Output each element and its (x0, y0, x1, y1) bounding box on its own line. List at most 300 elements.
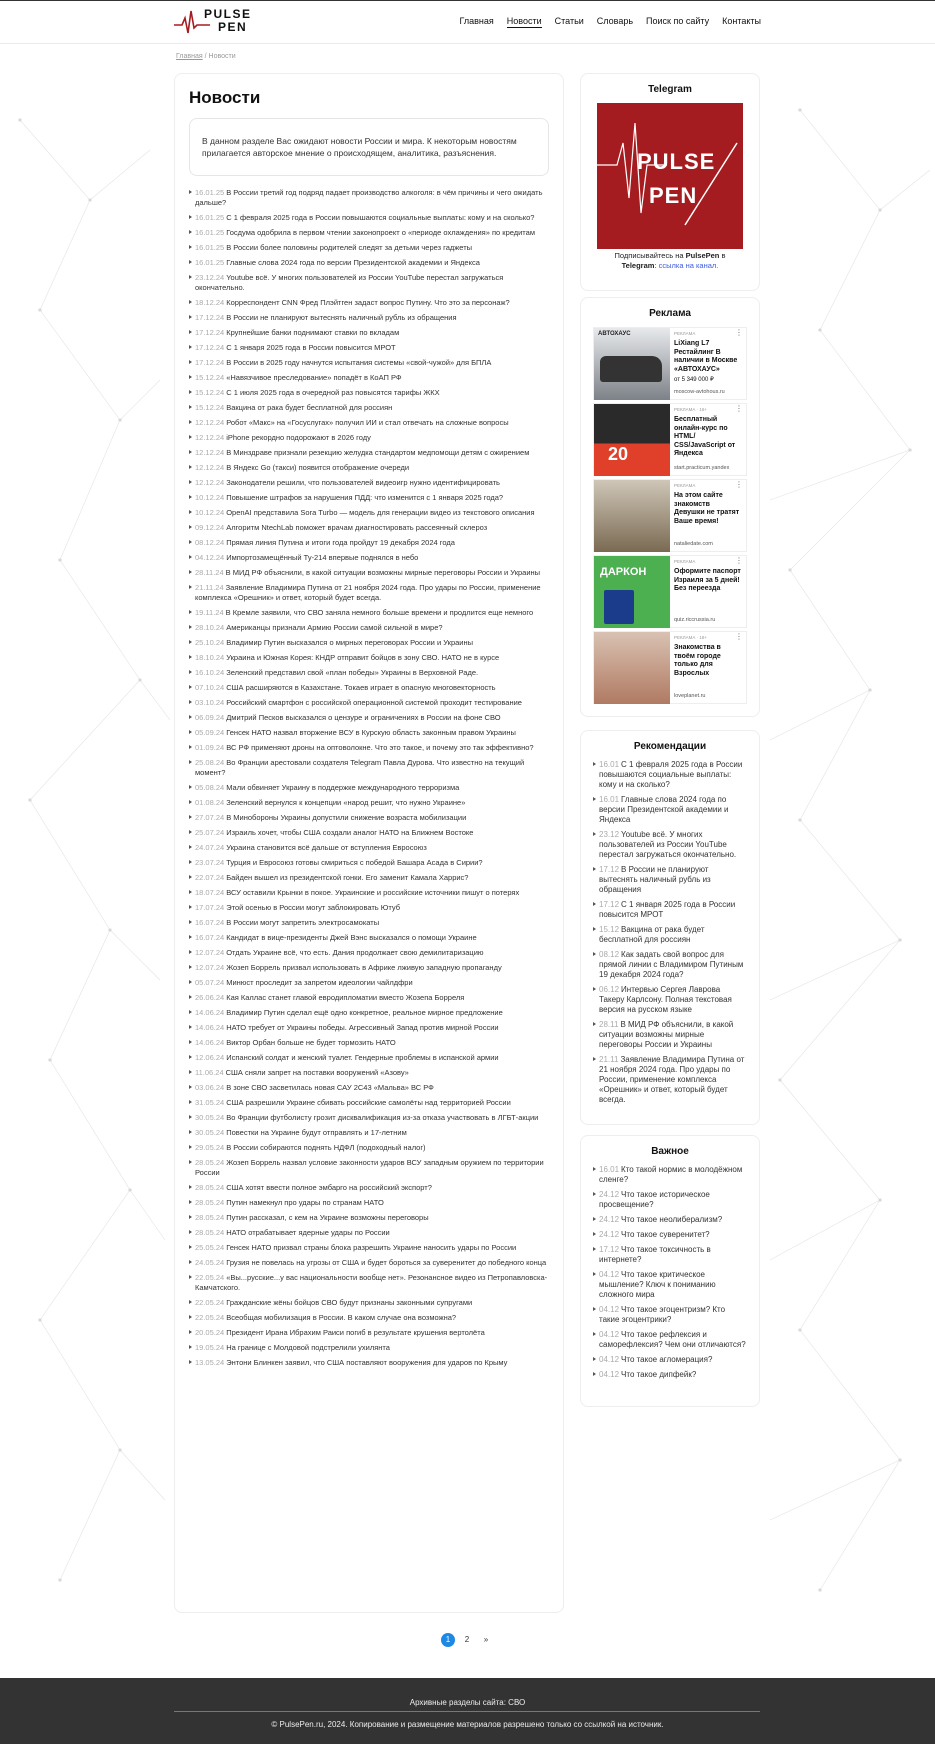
news-item-date: 14.06.24 (195, 1008, 225, 1017)
footer-divider (174, 1711, 760, 1712)
recommendation-item[interactable] (593, 985, 747, 1015)
news-item[interactable] (189, 1358, 549, 1368)
news-item-link[interactable]: С 1 февраля 2025 года в России повышаются социальные выплаты: кому и на сколько? (226, 213, 535, 222)
ad-card[interactable] (593, 403, 747, 476)
news-item[interactable] (189, 1343, 549, 1353)
news-item-link[interactable]: На границе с Молдовой подстрелили ухилянта (226, 1343, 390, 1352)
news-item-date: 19.11.24 (195, 608, 224, 617)
news-item-link[interactable]: Главные слова 2024 года по версии Президентской академии и Яндекса (226, 258, 480, 267)
recommendation-item[interactable] (593, 925, 747, 945)
ad-source: start.practicum.yandex (674, 465, 730, 471)
news-item-link[interactable]: Зеленский вернулся к концепции «народ решит, что нужно Украине» (226, 798, 466, 807)
news-item-link[interactable]: Турция и Евросоюз готовы смириться с победой Башара Асада в Сирии? (226, 858, 483, 867)
news-item[interactable] (189, 1023, 549, 1033)
news-item-link[interactable]: В зоне СВО засветилась новая САУ 2С43 «Мальва» ВС РФ (226, 1083, 434, 1092)
news-item-link[interactable]: Грузия не повелась на угрозы от США и будет бороться за суверенитет до победного конца (226, 1258, 547, 1267)
ad-menu-icon[interactable]: ⋮ (735, 328, 743, 337)
telegram-banner[interactable] (597, 103, 743, 249)
news-item-date: 12.12.24 (195, 433, 225, 442)
recommendation-item-link[interactable]: Интервью Сергея Лаврова Такеру Карлсону. Полная текстовая версия на русском языке (599, 985, 732, 1014)
ad-source: nataliedate.com (674, 541, 713, 547)
ad-title: Оформите паспорт Израиля за 5 дней! Без переезда (674, 568, 741, 592)
news-item-link[interactable]: США сняли запрет на поставки вооружений «Азову» (225, 1068, 409, 1077)
banner-pulse-icon (597, 103, 743, 249)
news-item[interactable] (189, 828, 549, 838)
news-item-link[interactable]: Всеобщая мобилизация в России. В каком случае она возможна? (226, 1313, 457, 1322)
telegram-title: Telegram (648, 84, 692, 95)
news-item[interactable] (189, 1228, 549, 1238)
nav-articles[interactable]: Статьи (554, 16, 584, 26)
news-item[interactable] (189, 228, 549, 238)
news-item[interactable] (189, 1143, 549, 1153)
news-item-link[interactable]: Испанский солдат и женский туалет. Гендерные проблемы в испанской армии (226, 1053, 499, 1062)
news-item-link[interactable]: Зеленский представил свой «план победы» Украины в Верховной Раде. (226, 668, 479, 677)
recommendation-item-link[interactable]: С 1 января 2025 года в России повысится МРОТ (599, 900, 736, 919)
recommendation-item-link[interactable]: В МИД РФ объяснили, в какой ситуации возможны мирные переговоры России и Украины (599, 1020, 734, 1049)
news-item-link[interactable]: В России не планируют вытеснять наличный рубль из обращения (226, 313, 457, 322)
recommendation-item-date: 06.12 (599, 985, 620, 994)
news-item[interactable] (189, 388, 549, 398)
news-item-link[interactable]: Путин рассказал, с кем на Украине возможны переговоры (226, 1213, 429, 1222)
ad-menu-icon[interactable]: ⋮ (735, 632, 743, 641)
ad-card[interactable] (593, 631, 747, 704)
ad-tag: РЕКЛАМА · 16+ (674, 407, 707, 412)
news-item[interactable] (189, 1183, 549, 1193)
news-item-link[interactable]: В России могут запретить электросамокаты (226, 918, 380, 927)
ad-image-passport (594, 556, 670, 628)
news-item-link[interactable]: Алгоритм NtechLab поможет врачам диагностировать рассеянный склероз (226, 523, 488, 532)
recommendation-item-date: 08.12 (599, 950, 620, 959)
news-item-link[interactable]: Путин намекнул про удары по странам НАТО (226, 1198, 384, 1207)
news-item[interactable] (189, 1198, 549, 1208)
news-item-date: 12.12.24 (195, 448, 225, 457)
breadcrumb-home[interactable]: Главная (176, 53, 203, 60)
news-item[interactable] (189, 1328, 549, 1338)
ad-card[interactable] (593, 479, 747, 552)
ad-tag: РЕКЛАМА (674, 483, 696, 488)
news-item-date: 06.09.24 (195, 713, 225, 722)
news-item-link[interactable]: «Вы...русские...у вас национальности вообще нет». Резонансное видео из Петропавловска-Камчатского. (195, 1273, 548, 1292)
nav-search[interactable]: Поиск по сайту (646, 16, 710, 26)
news-item[interactable] (189, 683, 549, 693)
news-item-link[interactable]: Американцы признали Армию России самой сильной в мире? (226, 623, 443, 632)
news-item[interactable] (189, 948, 549, 958)
news-item-date: 12.12.24 (195, 418, 225, 427)
news-item-link[interactable]: Повышение штрафов за нарушения ПДД: что изменится с 1 января 2025 года? (226, 493, 504, 502)
ad-menu-icon[interactable]: ⋮ (735, 480, 743, 489)
news-item-link[interactable]: НАТО отрабатывает ядерные удары по России (226, 1228, 390, 1237)
news-item-date: 22.05.24 (195, 1313, 225, 1322)
news-item-date: 11.06.24 (195, 1068, 224, 1077)
logo-text (204, 8, 252, 34)
news-item-link[interactable]: С 1 января 2025 года в России повысится МРОТ (226, 343, 396, 352)
important-item-link[interactable]: Что такое историческое просвещение? (599, 1190, 710, 1209)
important-item[interactable] (593, 1165, 747, 1185)
news-item[interactable] (189, 813, 549, 823)
news-item[interactable] (189, 888, 549, 898)
news-item-link[interactable]: Прямая линия Путина и итоги года пройдут 19 декабря 2024 года (226, 538, 455, 547)
important-item[interactable] (593, 1245, 747, 1265)
news-item[interactable] (189, 213, 549, 223)
news-item[interactable] (189, 1008, 549, 1018)
recommendations-list (593, 760, 747, 1105)
important-item[interactable] (593, 1215, 747, 1225)
important-item-link[interactable]: Что такое дипфейк? (621, 1370, 697, 1379)
important-item-link[interactable]: Что такое неолиберализм? (621, 1215, 723, 1224)
news-item-link[interactable]: Мали обвиняет Украину в поддержке международного терроризма (226, 783, 460, 792)
news-item[interactable] (189, 858, 549, 868)
news-item-date: 16.01.25 (195, 243, 225, 252)
important-item-link[interactable]: Что такое критическое мышление? Ключ к пониманию сложного мира (599, 1270, 716, 1299)
ads-title: Реклама (649, 308, 691, 319)
news-item[interactable] (189, 873, 549, 883)
news-item[interactable] (189, 373, 549, 383)
news-item-link[interactable]: НАТО требует от Украины победы. Агрессивный Запад против мирной России (226, 1023, 499, 1032)
news-item-link[interactable]: Импортозамещённый Ту-214 впервые поднялся в небо (226, 553, 419, 562)
news-item-date: 28.05.24 (195, 1198, 225, 1207)
news-item-link[interactable]: Отдать Украине всё, что есть. Дания продолжает свою демилитаризацию (226, 948, 484, 957)
news-item[interactable] (189, 608, 549, 618)
news-item-link[interactable]: Минюст проследит за запретом идеологии чайлдфри (226, 978, 413, 987)
caption-text: Подписывайтесь на (614, 251, 684, 260)
news-item[interactable] (189, 1113, 549, 1123)
news-item[interactable] (189, 1298, 549, 1308)
footer-archive[interactable]: Архивные разделы сайта: СВО (409, 1698, 526, 1707)
news-item[interactable] (189, 493, 549, 503)
news-item-date: 15.12.24 (195, 403, 225, 412)
news-item-date: 22.05.24 (195, 1273, 225, 1282)
recommendation-item[interactable] (593, 900, 747, 920)
recommendation-item-link[interactable]: В России не планируют вытеснять наличный рубль из обращения (599, 865, 711, 894)
news-item[interactable] (189, 418, 549, 428)
news-item[interactable] (189, 553, 549, 563)
news-item-link[interactable]: С 1 июля 2025 года в очередной раз повысятся тарифы ЖКХ (226, 388, 440, 397)
news-item[interactable] (189, 403, 549, 413)
logo-line1: PULSE (204, 7, 252, 21)
news-item[interactable] (189, 1213, 549, 1223)
news-item[interactable] (189, 258, 549, 268)
news-item[interactable] (189, 478, 549, 488)
ad-image-dating-2 (594, 632, 670, 704)
ad-title: На этом сайте знакомств Девушки не тратят Ваше время! (674, 492, 740, 525)
news-item-link[interactable]: Робот «Макс» на «Госуслугах» получил ИИ и стал отвечать на сложные вопросы (226, 418, 509, 427)
logo-line2: PEN (218, 20, 248, 34)
news-item-date: 05.07.24 (195, 978, 225, 987)
news-item-link[interactable]: В МИД РФ объяснили, в какой ситуации возможны мирные переговоры России и Украины (225, 568, 541, 577)
news-item-link[interactable]: Этой осенью в России могут заблокировать Ютуб (226, 903, 401, 912)
important-item-date: 17.12 (599, 1245, 620, 1254)
news-item-link[interactable]: США хотят ввести полное эмбарго на российский экспорт? (226, 1183, 432, 1192)
recommendation-item-link[interactable]: Youtube всё. У многих пользователей из России YouTube перестал загружаться окончательно. (599, 830, 737, 859)
site-logo[interactable] (174, 8, 254, 38)
news-item-date: 25.07.24 (195, 828, 225, 837)
recommendation-item-link[interactable]: Заявление Владимира Путина от 21 ноября 2024 года. Про удары по России, применение комплекса «Орешник» и ответ, который будет всегда. (599, 1055, 745, 1104)
important-item-link[interactable]: Кто такой нормис в молодёжном сленге? (599, 1165, 743, 1184)
caption-in: в (721, 251, 726, 260)
news-item-link[interactable]: Виктор Орбан больше не будет тормозить НАТО (226, 1038, 396, 1047)
news-item-link[interactable]: ВС РФ применяют дроны на оптоволокне. Что это такое, и почему это так эффективно? (226, 743, 534, 752)
news-item[interactable] (189, 1128, 549, 1138)
news-item[interactable] (189, 798, 549, 808)
news-item-link[interactable]: Законодатели решили, что пользователей видеоигр нужно идентифицировать (226, 478, 500, 487)
news-item[interactable] (189, 918, 549, 928)
news-item-date: 16.01.25 (195, 228, 225, 237)
news-item[interactable] (189, 313, 549, 323)
nav-news[interactable]: Новости (506, 16, 542, 26)
important-item-link[interactable]: Что такое суверенитет? (621, 1230, 710, 1239)
news-item-date: 16.07.24 (195, 918, 225, 927)
news-item[interactable] (189, 758, 549, 778)
news-item-link[interactable]: Израиль хочет, чтобы США создали аналог НАТО на Ближнем Востоке (226, 828, 474, 837)
news-item[interactable] (189, 903, 549, 913)
news-item-link[interactable]: iPhone рекордно подорожают в 2026 году (226, 433, 371, 442)
telegram-caption (593, 251, 747, 271)
recommendations-title: Рекомендации (633, 741, 707, 752)
news-item[interactable] (189, 1158, 549, 1178)
news-item[interactable] (189, 298, 549, 308)
ad-source: moscow-avtohous.ru (674, 389, 725, 395)
news-item[interactable] (189, 508, 549, 518)
news-item[interactable] (189, 583, 549, 603)
telegram-widget (580, 73, 760, 291)
news-item-link[interactable]: Вакцина от рака будет бесплатной для россиян (226, 403, 393, 412)
news-item[interactable] (189, 1083, 549, 1093)
news-item-date: 04.12.24 (195, 553, 225, 562)
telegram-channel-link[interactable]: ссылка на канал. (658, 261, 719, 270)
recommendation-item[interactable] (593, 830, 747, 860)
page-2-button[interactable]: 2 (464, 1635, 470, 1644)
ad-source: loveplanet.ru (674, 693, 706, 699)
news-item-link[interactable]: В России более половины родителей следят за детьми через гаджеты (226, 243, 473, 252)
news-item-link[interactable]: США разрешили Украине сбивать российские самолёты над территорией России (226, 1098, 511, 1107)
recommendation-item[interactable] (593, 950, 747, 980)
news-item[interactable] (189, 963, 549, 973)
news-item[interactable] (189, 623, 549, 633)
news-item-date: 29.05.24 (195, 1143, 225, 1152)
news-item[interactable] (189, 713, 549, 723)
next-page-button[interactable]: » (483, 1635, 489, 1644)
important-item-link[interactable]: Что такое агломерация? (621, 1355, 713, 1364)
important-title: Важное (651, 1146, 689, 1157)
nav-dictionary[interactable]: Словарь (596, 16, 634, 26)
news-item-date: 08.12.24 (195, 538, 225, 547)
news-item-link[interactable]: Украина и Южная Корея: КНДР отправит бойцов в зону СВО. НАТО не в курсе (226, 653, 500, 662)
news-item-link[interactable]: В России в 2025 году начнутся испытания системы «свой-чужой» для БПЛА (226, 358, 492, 367)
news-item-link[interactable]: Корреспондент CNN Фред Плэйтген задаст вопрос Путину. Что это за персонаж? (226, 298, 510, 307)
recommendation-item-link[interactable]: Вакцина от рака будет бесплатной для россиян (599, 925, 705, 944)
news-item-link[interactable]: Владимир Путин высказался о мирных переговорах России и Украины (226, 638, 474, 647)
breadcrumb (176, 53, 236, 60)
news-item-link[interactable]: Гражданские жёны бойцов СВО будут признаны законными супругами (226, 1298, 473, 1307)
news-item[interactable] (189, 1258, 549, 1268)
news-item[interactable] (189, 653, 549, 663)
important-item-link[interactable]: Что такое токсичность в интернете? (599, 1245, 711, 1264)
news-item-date: 07.10.24 (195, 683, 225, 692)
news-item-date: 10.12.24 (195, 493, 225, 502)
important-item-date: 16.01 (599, 1165, 620, 1174)
recommendation-item-date: 16.01 (599, 760, 620, 769)
news-item-link[interactable]: США расширяются в Казахстане. Токаев играет в опасную многовекторность (226, 683, 496, 692)
news-item[interactable] (189, 993, 549, 1003)
news-item-link[interactable]: «Навязчивое преследование» попадёт в КоАП РФ (226, 373, 402, 382)
news-item[interactable] (189, 933, 549, 943)
news-item-date: 20.05.24 (195, 1328, 225, 1337)
caption-brand: PulsePen (685, 251, 720, 260)
news-item-date: 18.07.24 (195, 888, 225, 897)
breadcrumb-separator: / (204, 53, 207, 60)
news-item[interactable] (189, 1098, 549, 1108)
recommendation-item[interactable] (593, 865, 747, 895)
news-item-link[interactable]: Кандидат в вице-президенты Джей Вэнс высказался о помощи Украине (226, 933, 477, 942)
important-item-date: 24.12 (599, 1230, 620, 1239)
recommendation-item[interactable] (593, 760, 747, 790)
caption-telegram: Telegram (621, 261, 655, 270)
ad-tag: РЕКЛАМА (674, 331, 696, 336)
news-item-date: 01.09.24 (195, 743, 225, 752)
news-item[interactable] (189, 433, 549, 443)
news-item[interactable] (189, 448, 549, 458)
news-item-date: 01.08.24 (195, 798, 225, 807)
news-item-link[interactable]: Во Франции арестовали создателя Telegram Павла Дурова. Что известно на текущий момент? (195, 758, 525, 777)
intro-box: В данном разделе Вас ожидают новости России и мира. К некоторым новостям прилагается авторское мнение о происходящем, аналитика, разъяснения. (189, 118, 549, 176)
news-item-date: 22.07.24 (195, 873, 225, 882)
news-item-link[interactable]: Владимир Путин сделал ещё одно конкретное, реальное мирное предложение (226, 1008, 503, 1017)
news-item-link[interactable]: Во Франции футболисту грозит дисквалификация из-за отказа участвовать в ЛГБТ-акции (226, 1113, 539, 1122)
news-item[interactable] (189, 1273, 549, 1293)
news-item-date: 16.01.25 (195, 188, 225, 197)
news-item-date: 16.01.25 (195, 213, 225, 222)
news-item[interactable] (189, 358, 549, 368)
news-item-link[interactable]: Youtube всё. У многих пользователей из России YouTube перестал загружаться окончательно. (195, 273, 504, 292)
recommendation-item[interactable] (593, 1055, 747, 1105)
news-item[interactable] (189, 538, 549, 548)
news-item-link[interactable]: Украина становится всё дальше от вступления Евросоюз (226, 843, 427, 852)
news-item-link[interactable]: В России собираются поднять НДФЛ (подоходный налог) (226, 1143, 426, 1152)
news-item[interactable] (189, 1243, 549, 1253)
news-item[interactable] (189, 523, 549, 533)
ad-menu-icon[interactable]: ⋮ (735, 556, 743, 565)
news-item-link[interactable]: Крупнейшие банки поднимают ставки по вкладам (226, 328, 400, 337)
news-item[interactable] (189, 343, 549, 353)
nav-contacts[interactable]: Контакты (722, 16, 761, 26)
page-1-button[interactable]: 1 (441, 1633, 455, 1647)
news-item-date: 19.05.24 (195, 1343, 225, 1352)
news-item-link[interactable]: Жозеп Боррель назвал условие законности ударов ВСУ западным оружием по территории России (195, 1158, 544, 1177)
news-item[interactable] (189, 1068, 549, 1078)
news-item-date: 31.05.24 (195, 1098, 225, 1107)
news-item-link[interactable]: Генсек НАТО назвал вторжение ВСУ в Курскую область законным правом Украины (226, 728, 516, 737)
ad-title: Бесплатный онлайн-курс по HTML/ CSS/JavaScript от Яндекса (674, 416, 736, 457)
news-item-link[interactable]: OpenAI представила Sora Turbo — модель для генерации видео из текстового описания (226, 508, 535, 517)
news-item[interactable] (189, 1053, 549, 1063)
nav-home[interactable]: Главная (459, 16, 494, 26)
news-item[interactable] (189, 743, 549, 753)
news-item-date: 23.12.24 (195, 273, 225, 282)
news-item[interactable] (189, 698, 549, 708)
recommendation-item-link[interactable]: Главные слова 2024 года по версии Президентской академии и Яндекса (599, 795, 729, 824)
news-item[interactable] (189, 783, 549, 793)
important-item[interactable] (593, 1190, 747, 1210)
caption-colon: : (654, 261, 657, 270)
recommendation-item-date: 16.01 (599, 795, 620, 804)
news-item-date: 17.12.24 (195, 343, 225, 352)
news-item-link[interactable]: Госдума одобрила в первом чтении законопроект о «периоде охлаждения» по кредитам (226, 228, 535, 237)
news-item-date: 25.08.24 (195, 758, 225, 767)
recommendation-item-link[interactable]: Как задать свой вопрос для прямой линии с Владимиром Путиным 19 декабря 2024 года? (599, 950, 744, 979)
ad-card[interactable] (593, 327, 747, 400)
ad-menu-icon[interactable]: ⋮ (735, 404, 743, 413)
news-item-link[interactable]: В Минобороны Украины допустили снижение возраста мобилизации (226, 813, 467, 822)
news-item-date: 12.07.24 (195, 963, 225, 972)
news-item-link[interactable]: В Минздраве признали резекцию желудка стандартом медпомощи детям с ожирением (226, 448, 530, 457)
news-item[interactable] (189, 843, 549, 853)
news-item-link[interactable]: ВСУ оставили Крынки в покое. Украинские и российские источники пишут о потерях (226, 888, 520, 897)
news-item[interactable] (189, 463, 549, 473)
news-item-link[interactable]: Повестки на Украине будут отправлять и 17-летним (226, 1128, 407, 1137)
recommendation-item[interactable] (593, 1020, 747, 1050)
ad-card[interactable] (593, 555, 747, 628)
news-item[interactable] (189, 568, 549, 578)
important-item-link[interactable]: Что такое эгоцентризм? Кто такие эгоцентрики? (599, 1305, 726, 1324)
news-item-date: 28.05.24 (195, 1183, 225, 1192)
recommendation-item[interactable] (593, 795, 747, 825)
news-item-date: 21.11.24 (195, 583, 224, 592)
banner-text-2: PEN (649, 183, 698, 208)
news-item-link[interactable]: Байден вышел из президентской гонки. Его заменит Камала Харрис? (226, 873, 469, 882)
ad-title: Знакомства в твоём городе только для Взрослых (674, 644, 721, 677)
news-item[interactable] (189, 668, 549, 678)
news-item[interactable] (189, 638, 549, 648)
news-item-link[interactable]: Президент Ирана Ибрахим Раиси погиб в результате крушения вертолёта (226, 1328, 485, 1337)
important-item[interactable] (593, 1305, 747, 1325)
news-item-link[interactable]: Энтони Блинкен заявил, что США поставляют вооружения для ударов по Крыму (226, 1358, 508, 1367)
news-item[interactable] (189, 728, 549, 738)
news-item-link[interactable]: В Яндекс Go (такси) появится отображение очереди (226, 463, 410, 472)
news-item[interactable] (189, 1313, 549, 1323)
news-item[interactable] (189, 273, 549, 293)
news-item-link[interactable]: Кая Каллас станет главой евродипломатии вместо Жозепа Борреля (226, 993, 465, 1002)
important-item-link[interactable]: Что такое рефлексия и саморефлексия? Чем они отличаются? (599, 1330, 746, 1349)
important-item[interactable] (593, 1330, 747, 1350)
news-item-date: 28.05.24 (195, 1228, 225, 1237)
important-item[interactable] (593, 1355, 747, 1365)
news-item[interactable] (189, 328, 549, 338)
news-item-link[interactable]: Генсек НАТО призвал страны блока разрешить Украине наносить удары по России (226, 1243, 517, 1252)
recommendation-item-date: 17.12 (599, 900, 620, 909)
news-item-link[interactable]: В России третий год подряд падает производство алкоголя: в чём причины и чего ожидать дальше? (195, 188, 543, 207)
news-item[interactable] (189, 1038, 549, 1048)
news-item-link[interactable]: Дмитрий Песков высказался о цензуре и ограничениях в России на фоне СВО (226, 713, 501, 722)
news-item[interactable] (189, 243, 549, 253)
news-item[interactable] (189, 978, 549, 988)
news-item-link[interactable]: Российский смартфон с российской операционной системой проходит тестирование (226, 698, 522, 707)
news-item-date: 28.10.24 (195, 623, 225, 632)
important-item[interactable] (593, 1270, 747, 1300)
recommendation-item-link[interactable]: С 1 февраля 2025 года в России повышаются социальные выплаты: кому и на сколько? (599, 760, 743, 789)
ad-image-car (594, 328, 670, 400)
news-item[interactable] (189, 188, 549, 208)
main-nav (460, 16, 761, 28)
news-item-link[interactable]: В Кремле заявили, что СВО заняла немного больше времени и продлится еще немного (225, 608, 534, 617)
news-item-link[interactable]: Заявление Владимира Путина от 21 ноября 2024 года. Про удары по России, применение комплекса «Орешник» и ответ, который будет всегда. (195, 583, 541, 602)
news-item-link[interactable]: Жозеп Боррель призвал использовать в Африке лживую западную пропаганду (226, 963, 502, 972)
news-item-date: 12.12.24 (195, 478, 225, 487)
news-item-date: 05.09.24 (195, 728, 225, 737)
important-item[interactable] (593, 1230, 747, 1240)
important-item[interactable] (593, 1370, 747, 1380)
news-item-date: 12.07.24 (195, 948, 225, 957)
page-title: Новости (189, 88, 261, 107)
